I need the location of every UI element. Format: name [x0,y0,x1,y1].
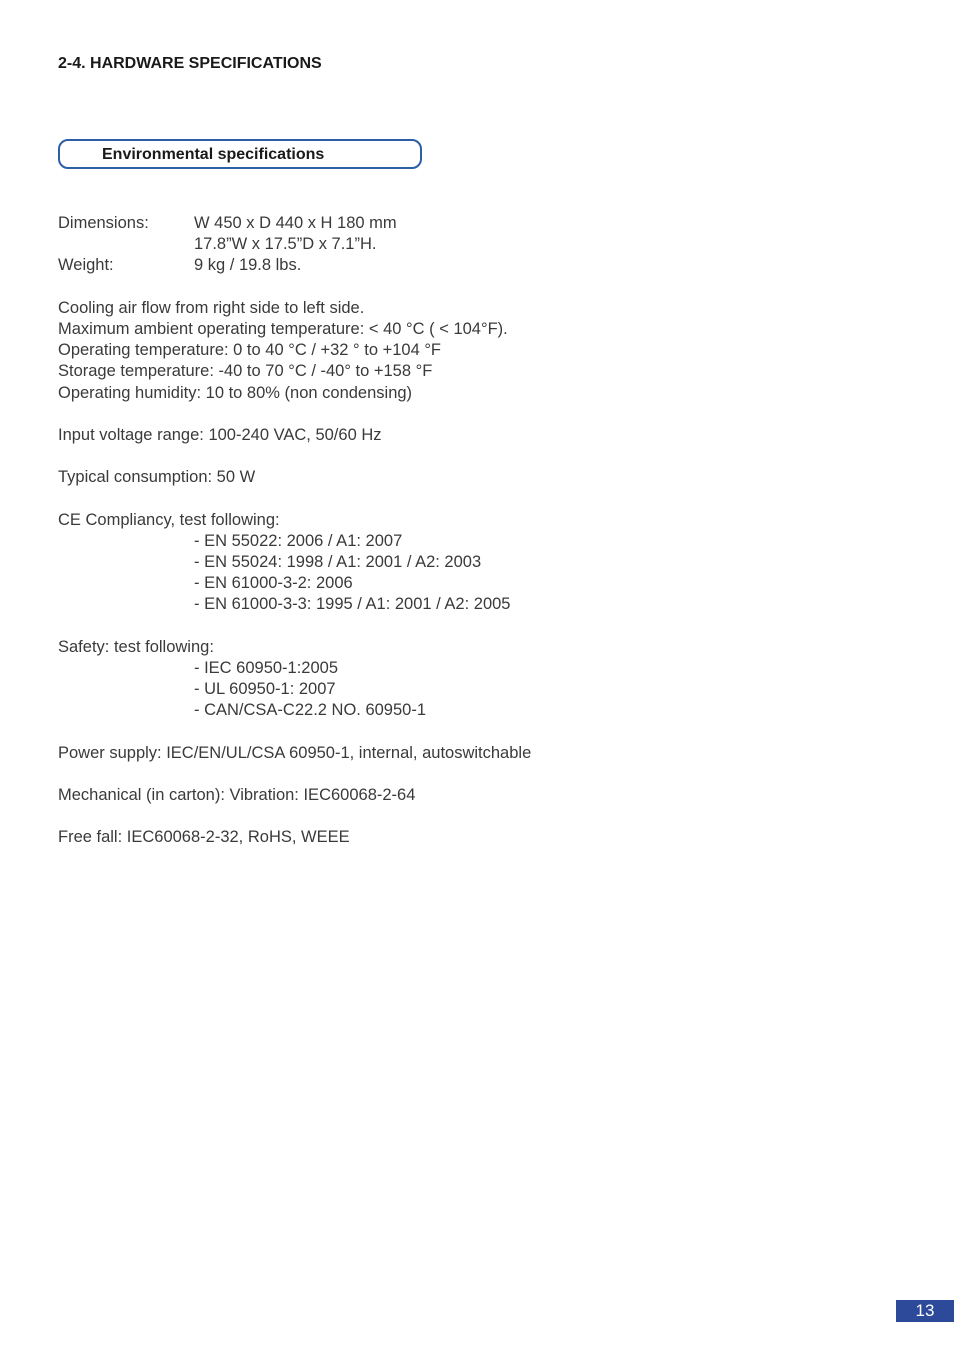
ce-item: - EN 55022: 2006 / A1: 2007 [194,531,403,550]
dimensions-imperial: 17.8”W x 17.5”D x 7.1”H. [194,235,377,254]
input-voltage: Input voltage range: 100-240 VAC, 50/60 Hz [58,425,382,444]
safety-item: - IEC 60950-1:2005 [194,658,339,677]
ce-item: - EN 55024: 1998 / A1: 2001 / A2: 2003 [194,553,482,571]
cooling-airflow: Cooling air flow from right side to left side. [58,298,365,317]
storage-temperature: Storage temperature: -40 to 70 °C / -40° to +158 °F [58,362,433,381]
ce-heading: CE Compliancy, test following: [58,510,280,529]
power-supply: Power supply: IEC/EN/UL/CSA 60950-1, internal, autoswitchable [58,743,532,762]
typical-consumption: Typical consumption: 50 W [58,468,256,487]
dimensions-row [58,213,858,234]
dimensions-metric: W 450 x D 440 x H 180 mm [194,214,397,232]
safety-item: - UL 60950-1: 2007 [194,680,336,699]
spec-content [58,213,858,849]
safety-heading: Safety: test following: [58,637,214,656]
ce-item: - EN 61000-3-2: 2006 [194,574,353,593]
operating-humidity: Operating humidity: 10 to 80% (non condensing) [58,383,413,402]
max-ambient-temperature: Maximum ambient operating temperature: < 40 °C ( < 104°F). [58,319,508,338]
free-fall: Free fall: IEC60068-2-32, RoHS, WEEE [58,828,350,847]
weight-value: 9 kg / 19.8 lbs. [194,256,302,275]
dimensions-label: Dimensions: [58,214,149,232]
mechanical-vibration: Mechanical (in carton): Vibration: IEC60068-2-64 [58,786,416,805]
environmental-specifications-box [58,139,422,169]
environmental-specifications-label: Environmental specifications [102,146,325,163]
safety-item: - CAN/CSA-C22.2 NO. 60950-1 [194,701,427,720]
ce-item: - EN 61000-3-3: 1995 / A1: 2001 / A2: 2005 [194,595,511,614]
page-title: 2-4. HARDWARE SPECIFICATIONS [58,55,322,72]
weight-label: Weight: [58,256,114,275]
weight-row [58,255,858,276]
operating-temperature: Operating temperature: 0 to 40 °C / +32 ° to +104 °F [58,341,442,360]
page-number-badge: 13 [896,1300,954,1322]
